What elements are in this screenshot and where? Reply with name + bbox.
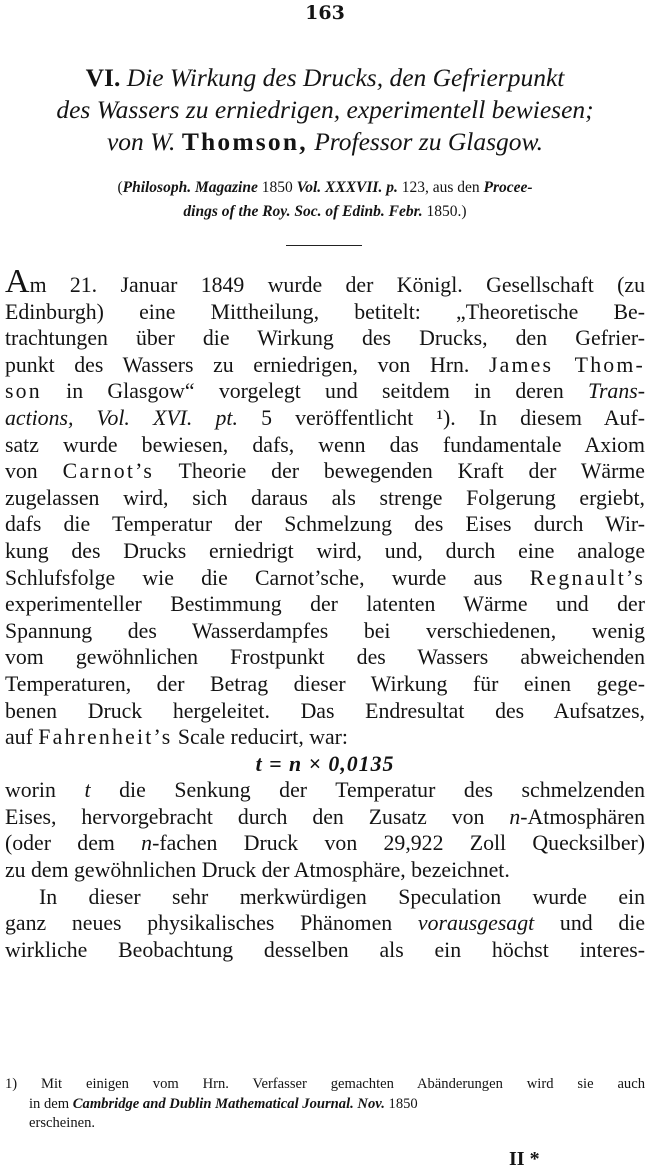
body-line: auf Fahrenheit’s Scale reducirt, war: [5, 725, 348, 750]
body-line: dafs die Temperatur der Schmelzung des Eises durch Wir- [5, 512, 645, 537]
page-number: 163 [305, 2, 345, 24]
title-line-3: von W. Thomson, Professor zu Glasgow. [106, 127, 544, 156]
body-line: (oder dem n-fachen Druck von 29,922 Zoll Quecksilber) [5, 831, 646, 856]
formula: t = n × 0,0135 [255, 751, 395, 776]
body-line: satz wurde bewiesen, dafs, wenn das fundamentale Axiom [5, 432, 645, 457]
body-line: Edinburgh) eine Mittheilung, betitelt: „Theoretische Be- [5, 299, 645, 324]
body-line: benen Druck hergeleitet. Das Endresultat des Aufsatzes, [5, 698, 645, 723]
body-line: von Carnot’s Theorie der bewegenden Kraft der Wärme [5, 459, 645, 484]
body-line: punkt des Wassers zu erniedrigen, von Hrn. James Thom- [5, 352, 646, 377]
footnote-line: 1) Mit einigen vom Hrn. Verfasser gemachten Abänderungen wird sie auch [5, 1076, 645, 1092]
body-line: trachtungen über die Wirkung des Drucks, den Gefrier- [5, 326, 645, 351]
article-title [5, 62, 645, 158]
title-line-1: VI. Die Wirkung des Drucks, den Gefrierpunkt [85, 63, 565, 92]
signature-mark: II * [509, 1148, 540, 1170]
body-line: Spannung des Wasserdampfes bei verschiedenen, wenig [5, 618, 645, 643]
body-line: experimenteller Bestimmung der latenten Wärme und der [5, 592, 645, 617]
footnote-line: in dem Cambridge and Dublin Mathematical Journal. Nov. 1850 [29, 1095, 418, 1112]
body-line: kung des Drucks erniedrigt wird, und, durch eine analoge [5, 538, 645, 563]
footnote [5, 1075, 645, 1134]
source-line-1: (Philosoph. Magazine 1850 Vol. XXXVII. p. 123, aus den Procee- [117, 179, 533, 196]
body-line: Schlufsfolge wie die Carnot’sche, wurde aus Regnault’s [5, 565, 645, 590]
body-line: zu dem gewöhnlichen Druck der Atmosphäre, bezeichnet. [5, 858, 510, 883]
body-line: Temperaturen, der Betrag dieser Wirkung für einen gege- [5, 671, 645, 696]
body-line: actions, Vol. XVI. pt. 5 veröffentlicht ¹). In diesem Auf- [5, 405, 646, 430]
source-citation [14, 176, 636, 224]
body-line: Am 21. Januar 1849 wurde der Königl. Gesellschaft (zu [5, 263, 645, 300]
drop-cap: A [5, 263, 30, 300]
section-numeral: VI. [85, 63, 121, 92]
body-text [5, 263, 646, 963]
author-name: Thomson, [181, 127, 308, 156]
body-line: wirkliche Beobachtung desselben als ein höchst interes- [5, 937, 645, 962]
body-line: vom gewöhnlichen Frostpunkt des Wassers abweichenden [5, 645, 645, 670]
separator-rule [286, 245, 362, 246]
title-line-2: des Wassers zu erniedrigen, experimentell bewiesen; [56, 95, 594, 124]
body-line: zugelassen wird, sich daraus als strenge Folgerung ergiebt, [5, 485, 645, 510]
footnote-line: erscheinen. [29, 1115, 96, 1131]
body-line: In dieser sehr merkwürdigen Speculation wurde ein [39, 884, 645, 909]
body-line: worin t die Senkung der Temperatur des schmelzenden [5, 778, 646, 803]
body-line: son in Glasgow“ vorgelegt und seitdem in deren Trans- [5, 379, 645, 404]
body-line: Eises, hervorgebracht durch den Zusatz von n-Atmosphären [5, 804, 645, 829]
source-line-2: dings of the Roy. Soc. of Edinb. Febr. 1850.) [183, 203, 467, 220]
body-line: ganz neues physikalisches Phänomen vorausgesagt und die [5, 911, 645, 936]
